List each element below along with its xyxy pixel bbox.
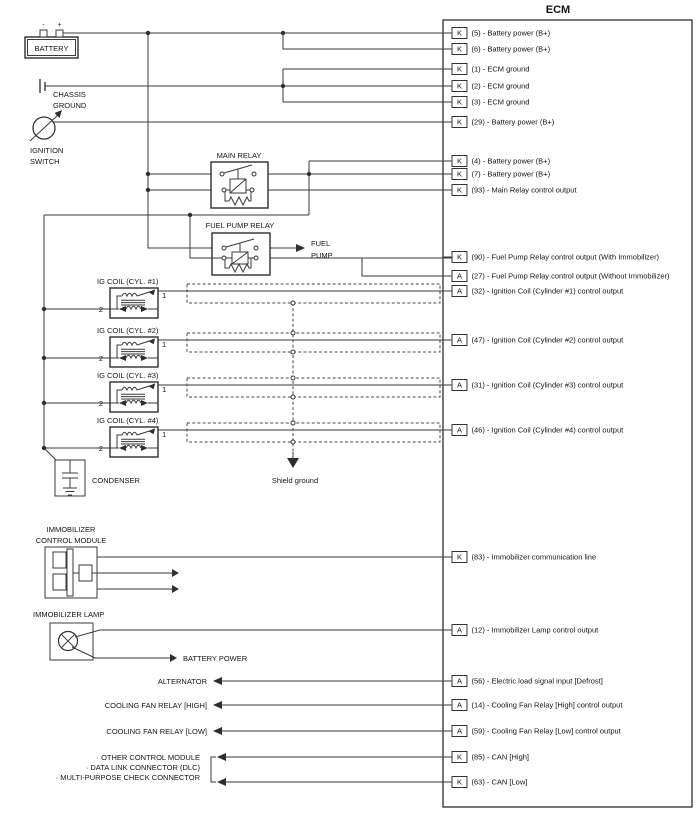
cooling-fan-high-label: COOLING FAN RELAY [HIGH] [104,701,207,710]
pin-letter: A [456,380,463,390]
pin-letter: K [456,28,463,38]
pin-letter: K [456,81,463,91]
ecm-pin-K6 [443,44,551,55]
immobilizer-control-module [36,525,452,598]
shield-box-cyl1 [187,284,440,303]
ecm-pin-K1 [443,64,529,75]
cooling-fan-low-row [106,727,452,736]
ecm-pin-K3 [443,97,529,108]
alternator-row [158,677,452,686]
pin-letter: A [456,700,463,710]
fuel-pump-arrow [296,244,305,252]
immobilizer-lamp-label: IMMOBILIZER LAMP [33,610,105,619]
ecm-module [443,4,692,807]
ecm-title: ECM [545,4,571,16]
shield-box-cyl4 [187,423,440,442]
pin-label: (1) - ECM ground [471,64,530,74]
ecm-pin-K93 [443,185,577,196]
ecm-pin-A47 [443,335,624,346]
ignition-coil-cyl3 [97,371,166,412]
battery-label: BATTERY [34,44,69,53]
chassis-ground-label-1: CHASSIS [53,90,86,99]
ignition-coil-cyl2 [97,326,166,367]
immobilizer-module-label-2: CONTROL MODULE [35,536,107,545]
ignition-switch-label-1: IGNITION [30,146,64,155]
ignition-coil-cyl4 [97,416,166,457]
pin-label: (4) - Battery power (B+) [471,156,551,166]
ig-coil-1-pin2: 2 [98,305,103,314]
left-arrowhead [213,701,222,709]
can-group-label-1: · OTHER CONTROL MODULE [96,753,200,762]
left-arrowhead [213,677,222,685]
pin-label: (7) - Battery power (B+) [471,169,551,179]
pin-letter: A [456,625,463,635]
pin-label: (29) - Battery power (B+) [471,117,555,127]
condenser [55,460,141,496]
fuel-pump-label-2: PUMP [311,251,333,260]
left-arrowhead [217,778,226,786]
ig-coil-4-pin1: 1 [162,430,167,439]
shield-box-cyl3 [187,378,440,397]
ecm-pin-K2 [443,81,529,92]
can-group-label-2: · DATA LINK CONNECTOR (DLC) [85,763,200,772]
right-arrowhead [170,654,177,662]
pin-label: (59) - Cooling Fan Relay [Low] control output [471,726,621,736]
pin-letter: A [456,726,463,736]
ignition-coil-cyl1 [97,277,166,318]
ig-coil-2-pin1: 1 [162,340,167,349]
ig-coil-4-label: IG COIL (CYL. #4) [97,416,159,425]
ecm-pin-A31 [443,380,624,391]
pin-letter: K [456,252,463,262]
can-group-rows [56,753,452,786]
ig-coil-2-label: IG COIL (CYL. #2) [97,326,159,335]
pin-letter: A [456,676,463,686]
immobilizer-module-label-1: IMMOBILIZER [46,525,96,534]
right-arrowhead [172,569,179,577]
pin-label: (46) - Ignition Coil (Cylinder #4) control output [471,425,624,435]
pin-letter: K [456,156,463,166]
pin-letter: K [456,97,463,107]
battery-power-label: BATTERY POWER [183,654,248,663]
pin-label: (3) - ECM ground [471,97,530,107]
ecm-pin-K85 [443,752,529,763]
pin-letter: K [456,169,463,179]
cooling-fan-high-row [105,701,452,710]
shield-ground-icon [287,452,299,468]
pin-label: (12) - Immobilizer Lamp control output [471,625,599,635]
battery [25,22,78,58]
pin-label: (32) - Ignition Coil (Cylinder #1) control output [471,286,624,296]
condenser-label: CONDENSER [92,476,140,485]
right-arrowhead [172,585,179,593]
pin-letter: K [456,185,463,195]
chassis-ground-icon [40,79,45,93]
ig-coil-3-pin1: 1 [162,385,167,394]
pin-letter: A [456,335,463,345]
pin-label: (93) - Main Relay control output [471,185,577,195]
ecm-pin-K4 [443,156,551,167]
ecm-pin-A14 [443,700,623,711]
pin-label: (90) - Fuel Pump Relay control output (With Immobilizer) [471,252,660,262]
battery-plus: + [57,22,62,29]
pin-letter: K [456,64,463,74]
ecm-pin-A12 [443,625,599,636]
pin-label: (63) - CAN [Low] [471,777,528,787]
pin-letter: K [456,777,463,787]
ecm-pin-A46 [443,425,624,436]
pin-letter: K [456,44,463,54]
ig-coil-2-pin2: 2 [98,354,103,363]
ecm-pins [443,28,670,788]
pin-label: (31) - Ignition Coil (Cylinder #3) control output [471,380,624,390]
main-relay [211,151,268,208]
can-group-bracket [211,757,216,782]
can-group-label-3: · MULTI-PURPOSE CHECK CONNECTOR [55,773,200,782]
ecm-pin-K90 [443,252,660,263]
ecm-pin-K7 [443,169,551,180]
ignition-switch [30,110,63,166]
ignition-switch-icon [30,110,62,141]
fuel-pump-relay-label: FUEL PUMP RELAY [205,221,275,230]
ig-coil-3-pin2: 2 [98,399,103,408]
alternator-label: ALTERNATOR [157,677,207,686]
ecm-box [443,20,692,807]
pin-letter: K [456,552,463,562]
shield-box-cyl2 [187,333,440,352]
left-arrowhead [217,753,226,761]
ecm-pin-K29 [443,117,555,128]
ig-coil-1-pin1: 1 [162,291,167,300]
pin-label: (85) - CAN [High] [471,752,530,762]
ig-coil-4-pin2: 2 [98,444,103,453]
pin-label: (27) - Fuel Pump Relay control output (Without Immobilizer) [471,271,670,281]
pin-label: (47) - Ignition Coil (Cylinder #2) control output [471,335,624,345]
immobilizer-lamp [33,610,452,663]
ecm-pin-A32 [443,286,624,297]
pin-letter: A [456,271,463,281]
pin-label: (5) - Battery power (B+) [471,28,551,38]
ecm-pin-K5 [443,28,551,39]
pin-label: (83) - Immobilizer communication line [471,552,597,562]
ignition-switch-label-2: SWITCH [30,157,60,166]
pin-letter: K [456,752,463,762]
ig-coil-1-label: IG COIL (CYL. #1) [97,277,159,286]
fuel-pump-label-1: FUEL [311,239,331,248]
ecm-pin-A56 [443,676,603,687]
main-relay-label: MAIN RELAY [216,151,262,160]
ig-coil-3-label: IG COIL (CYL. #3) [97,371,159,380]
pin-letter: A [456,425,463,435]
pin-letter: K [456,117,463,127]
ecm-pin-A59 [443,726,622,737]
pin-label: (2) - ECM ground [471,81,530,91]
fuel-pump-relay [190,221,333,275]
pin-letter: A [456,286,463,296]
chassis-ground [40,79,87,110]
pin-label: (56) - Electric load signal input [Defrost] [471,676,603,686]
ecm-pin-A27 [443,271,670,282]
pin-label: (6) - Battery power (B+) [471,44,551,54]
battery-minus: - [42,22,45,29]
pin-label: (14) - Cooling Fan Relay [High] control output [471,700,623,710]
lamp-icon [59,632,78,651]
ecm-pin-K83 [443,552,596,563]
left-arrowhead [213,727,222,735]
chassis-ground-label-2: GROUND [53,101,87,110]
shield-ground-label: Shield ground [271,476,319,485]
lamp-out-wire [75,630,452,637]
cooling-fan-low-label: COOLING FAN RELAY [LOW] [106,727,207,736]
ecm-pin-K63 [443,777,527,788]
